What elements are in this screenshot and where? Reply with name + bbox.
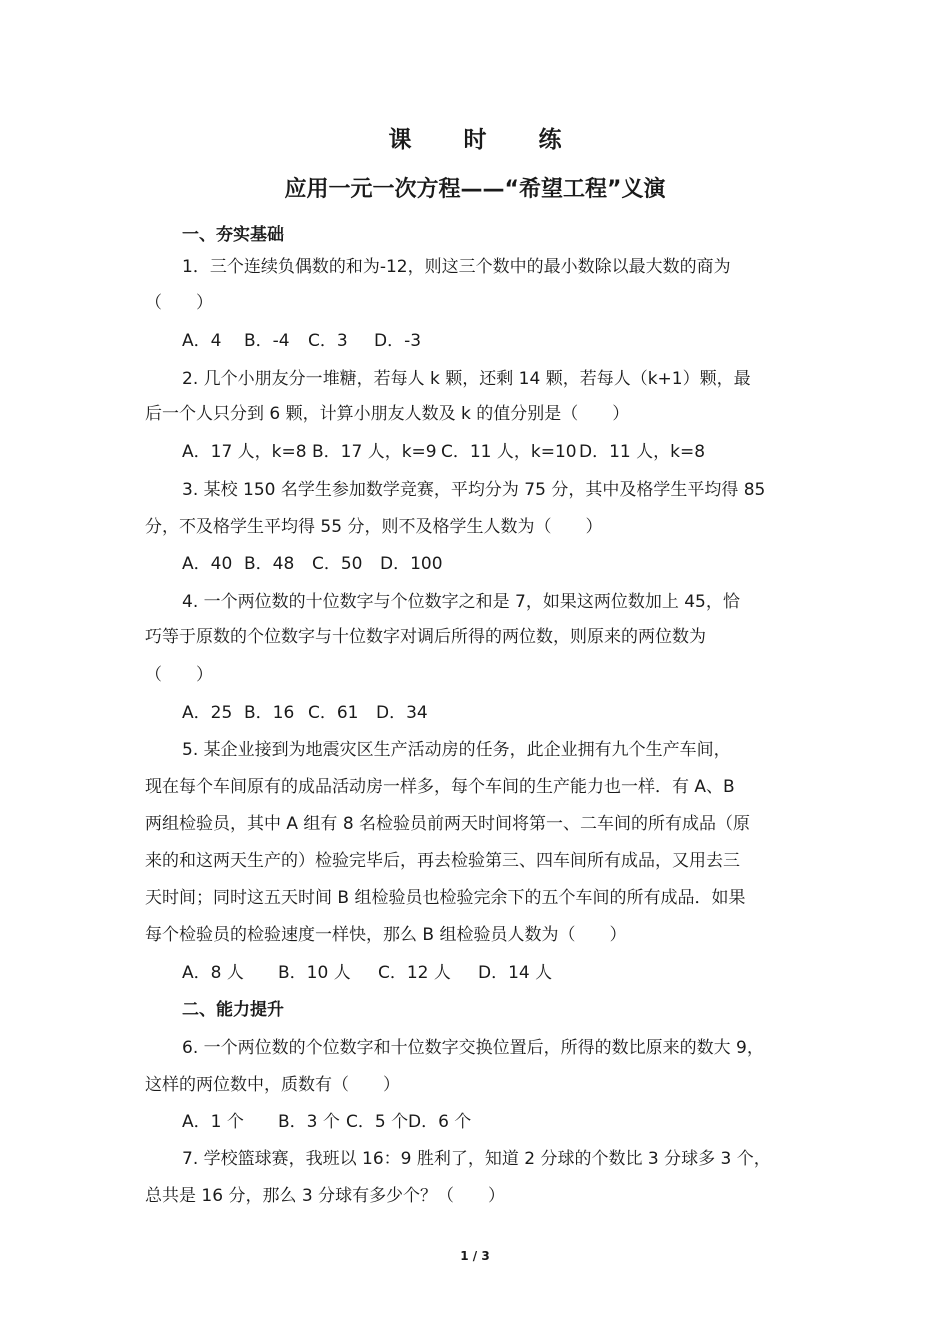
page-title: 课 时 练 (388, 127, 584, 153)
option-c: C．3 (308, 331, 348, 351)
question-3-options (182, 551, 443, 577)
question-4-line-1: 4. 一个两位数的十位数字与个位数字之和是 7，如果这两位数加上 45，恰 (182, 592, 740, 612)
question-1-line-2: （ ） (145, 293, 213, 313)
question-4-options (182, 700, 428, 726)
section-heading-advanced: 二、能力提升 (182, 1000, 284, 1020)
option-d: D．-3 (374, 331, 422, 351)
question-4-line-2: 巧等于原数的个位数字与十位数字对调后所得的两位数，则原来的两位数为 (145, 627, 706, 647)
option-b: B．48 (244, 554, 295, 574)
question-6-line-2: 这样的两位数中，质数有（ ） (145, 1075, 400, 1095)
question-5-line-4: 来的和这两天生产的）检验完毕后，再去检验第三、四车间所有成品，又用去三 (145, 851, 740, 871)
option-a: A．4 (182, 331, 222, 351)
question-2-line-1: 2. 几个小朋友分一堆糖，若每人 k 颗，还剩 14 颗，若每人（k+1）颗，最 (182, 369, 751, 389)
question-5-line-5: 天时间；同时这五天时间 B 组检验员也检验完余下的五个车间的所有成品．如果 (145, 888, 746, 908)
question-3-line-2: 分，不及格学生平均得 55 分，则不及格学生人数为（ ） (145, 517, 603, 537)
option-a: A．40 (182, 554, 233, 574)
question-4-line-3: （ ） (145, 665, 213, 685)
section-heading-basics: 一、夯实基础 (182, 225, 284, 245)
option-a: A．17 人，k=8 (182, 442, 307, 462)
option-c: C．50 (312, 554, 363, 574)
option-b: B．-4 (244, 331, 290, 351)
question-5-line-2: 现在每个车间原有的成品活动房一样多，每个车间的生产能力也一样．有 A、B (145, 777, 735, 797)
option-c: C．5 个 (346, 1112, 409, 1132)
option-a: A．1 个 (182, 1112, 244, 1132)
question-7-line-1: 7. 学校篮球赛，我班以 16：9 胜利了，知道 2 分球的个数比 3 分球多 3 个， (182, 1149, 771, 1169)
question-5-options (182, 960, 552, 986)
option-d: D．11 人，k=8 (579, 442, 706, 462)
question-1-line-1: 1．三个连续负偶数的和为-12，则这三个数中的最小数除以最大数的商为 (182, 257, 731, 277)
option-b: B．17 人，k=9 (312, 442, 437, 462)
question-6-line-1: 6. 一个两位数的个位数字和十位数字交换位置后，所得的数比原来的数大 9， (182, 1038, 764, 1058)
question-5-line-6: 每个检验员的检验速度一样快，那么 B 组检验员人数为（ ） (145, 925, 627, 945)
question-2-line-2: 后一个人只分到 6 颗，计算小朋友人数及 k 的值分别是（ ） (145, 404, 630, 424)
option-b: B．16 (244, 703, 295, 723)
question-7-line-2: 总共是 16 分，那么 3 分球有多少个？（ ） (145, 1186, 506, 1206)
option-c: C．61 (308, 703, 359, 723)
page-number: 1 / 3 (460, 1249, 490, 1263)
question-5-line-3: 两组检验员，其中 A 组有 8 名检验员前两天时间将第一、二车间的所有成品（原 (145, 814, 751, 834)
option-a: A．8 人 (182, 963, 244, 983)
option-c: C．11 人，k=10 (441, 442, 577, 462)
option-b: B．3 个 (278, 1112, 340, 1132)
option-d: D．34 (376, 703, 428, 723)
question-6-options (182, 1109, 471, 1135)
option-d: D．6 个 (408, 1112, 472, 1132)
question-2-options (182, 439, 705, 465)
page-subtitle: 应用一元一次方程——“希望工程”义演 (284, 177, 666, 202)
option-c: C．12 人 (378, 963, 451, 983)
option-a: A．25 (182, 703, 233, 723)
option-b: B．10 人 (278, 963, 351, 983)
question-1-options (182, 328, 421, 354)
question-3-line-1: 3. 某校 150 名学生参加数学竞赛，平均分为 75 分，其中及格学生平均得 85 (182, 480, 766, 500)
question-5-line-1: 5. 某企业接到为地震灾区生产活动房的任务，此企业拥有九个生产车间， (182, 740, 731, 760)
option-d: D．100 (380, 554, 443, 574)
option-d: D．14 人 (478, 963, 553, 983)
